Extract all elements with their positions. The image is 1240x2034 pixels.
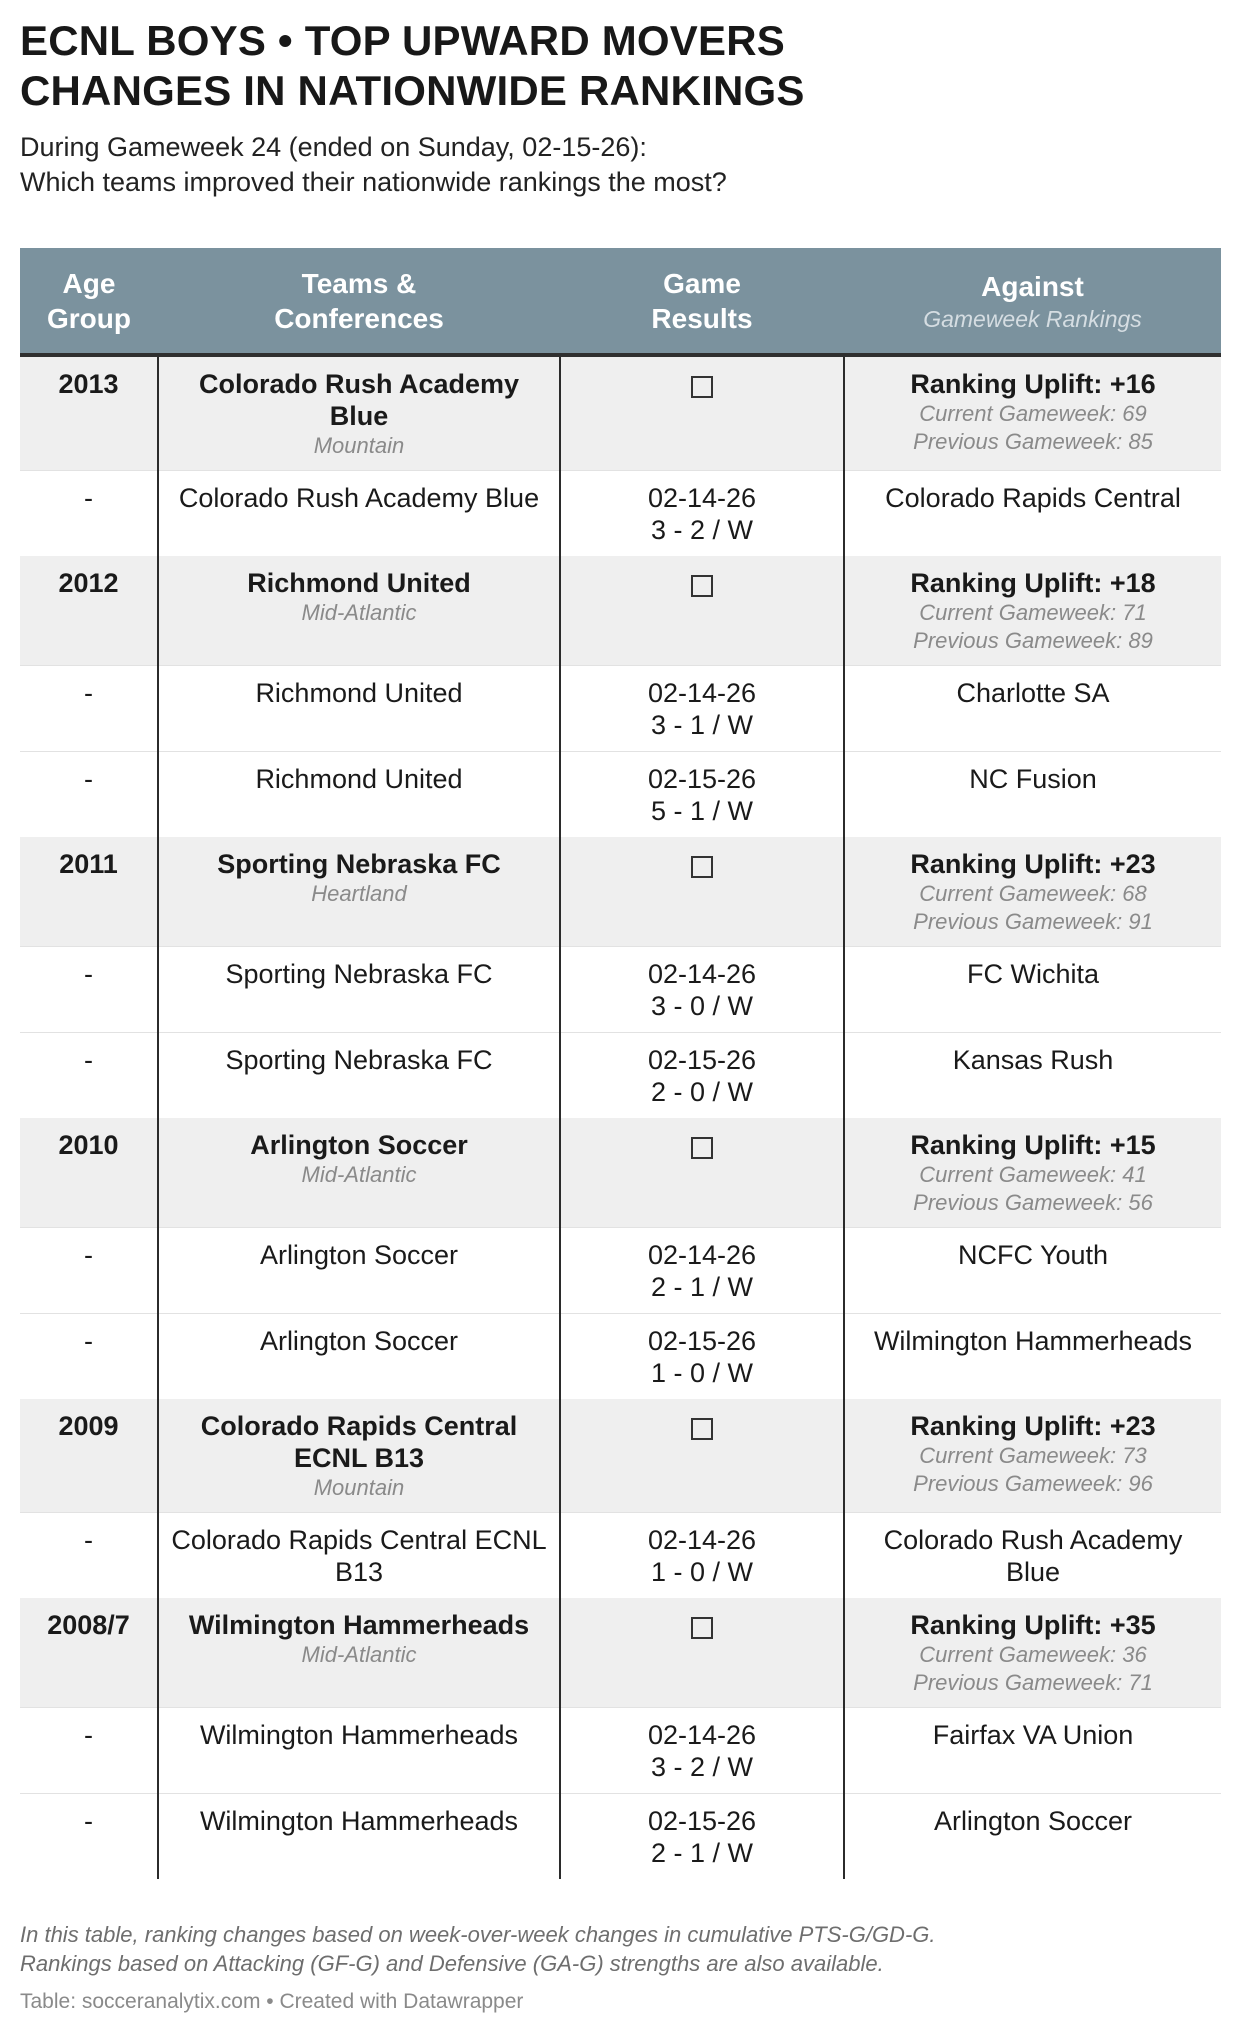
age-group-cell: 2010 bbox=[20, 1118, 158, 1228]
table-row-summary bbox=[20, 1598, 1221, 1708]
game-result-cell bbox=[560, 1513, 844, 1599]
game-date: 02-14-26 bbox=[647, 1720, 757, 1750]
opponent-cell: Arlington Soccer bbox=[844, 1794, 1221, 1880]
chart-title bbox=[20, 16, 1221, 116]
table-row-game bbox=[20, 1708, 1221, 1794]
table-row-game bbox=[20, 1794, 1221, 1880]
ranking-cell bbox=[844, 1598, 1221, 1708]
game-result-cell bbox=[560, 1033, 844, 1119]
footer bbox=[20, 1920, 1220, 2016]
previous-gameweek-rank: Previous Gameweek: 89 bbox=[913, 628, 1153, 653]
previous-gameweek-rank: Previous Gameweek: 85 bbox=[913, 429, 1153, 454]
header-teams-line-1: Teams & bbox=[301, 268, 417, 299]
team-name: Sporting Nebraska FC bbox=[217, 849, 501, 879]
age-group-cell: 2012 bbox=[20, 556, 158, 666]
checkbox-icon bbox=[691, 1137, 713, 1159]
age-placeholder-cell: - bbox=[20, 752, 158, 838]
game-date: 02-14-26 bbox=[647, 1240, 757, 1270]
opponent-cell: Colorado Rapids Central bbox=[844, 471, 1221, 557]
table-row-summary bbox=[20, 355, 1221, 471]
checkbox-icon bbox=[691, 1418, 713, 1440]
result-cell bbox=[560, 1118, 844, 1228]
result-cell bbox=[560, 837, 844, 947]
team-name: Wilmington Hammerheads bbox=[188, 1610, 530, 1640]
game-date: 02-14-26 bbox=[647, 483, 757, 513]
game-date: 02-15-26 bbox=[647, 1326, 757, 1356]
game-score: 5 - 1 / W bbox=[650, 796, 753, 826]
ranking-cell bbox=[844, 1399, 1221, 1513]
age-group-cell: 2008/7 bbox=[20, 1598, 158, 1708]
opponent-cell: Kansas Rush bbox=[844, 1033, 1221, 1119]
footnote bbox=[20, 1920, 1220, 1978]
age-group-cell: 2011 bbox=[20, 837, 158, 947]
title-line-2: CHANGES IN NATIONWIDE RANKINGS bbox=[20, 67, 805, 114]
game-result-cell bbox=[560, 666, 844, 752]
checkbox-icon bbox=[691, 575, 713, 597]
age-placeholder-cell: - bbox=[20, 471, 158, 557]
table-body bbox=[20, 355, 1221, 1879]
opponent-cell: Colorado Rush Academy Blue bbox=[844, 1513, 1221, 1599]
game-result-cell bbox=[560, 1228, 844, 1314]
checkbox-icon bbox=[691, 376, 713, 398]
opponent-cell: NCFC Youth bbox=[844, 1228, 1221, 1314]
current-gameweek-rank: Current Gameweek: 68 bbox=[919, 881, 1147, 906]
team-cell bbox=[158, 355, 560, 471]
game-score: 3 - 2 / W bbox=[650, 515, 753, 545]
header-block bbox=[20, 16, 1221, 200]
header-results-line-1: Game bbox=[663, 268, 741, 299]
age-placeholder-cell: - bbox=[20, 1708, 158, 1794]
age-placeholder-cell: - bbox=[20, 1513, 158, 1599]
game-score: 1 - 0 / W bbox=[650, 1557, 753, 1587]
previous-gameweek-rank: Previous Gameweek: 56 bbox=[913, 1190, 1153, 1215]
game-team-cell: Richmond United bbox=[158, 666, 560, 752]
table-row-game bbox=[20, 1033, 1221, 1119]
game-team-cell: Sporting Nebraska FC bbox=[158, 947, 560, 1033]
current-gameweek-rank: Current Gameweek: 41 bbox=[919, 1162, 1147, 1187]
header-teams[interactable] bbox=[158, 248, 560, 355]
subtitle-line-1: During Gameweek 24 (ended on Sunday, 02-15-26): bbox=[20, 132, 647, 162]
title-line-1: ECNL BOYS • TOP UPWARD MOVERS bbox=[20, 17, 785, 64]
previous-gameweek-rank: Previous Gameweek: 96 bbox=[913, 1471, 1153, 1496]
game-date: 02-14-26 bbox=[647, 959, 757, 989]
header-age-line-2: Group bbox=[47, 303, 131, 334]
team-cell bbox=[158, 837, 560, 947]
header-age-line-1: Age bbox=[62, 268, 116, 299]
subtitle-line-2: Which teams improved their nationwide rankings the most? bbox=[20, 167, 727, 197]
game-team-cell: Richmond United bbox=[158, 752, 560, 838]
header-results-line-2: Results bbox=[651, 303, 753, 334]
result-cell bbox=[560, 556, 844, 666]
game-team-cell: Wilmington Hammerheads bbox=[158, 1708, 560, 1794]
rankings-table bbox=[20, 248, 1221, 1879]
table-row-summary bbox=[20, 1399, 1221, 1513]
conference-label: Mountain bbox=[313, 1475, 405, 1500]
age-placeholder-cell: - bbox=[20, 1033, 158, 1119]
age-group-cell: 2009 bbox=[20, 1399, 158, 1513]
game-date: 02-15-26 bbox=[647, 1045, 757, 1075]
footnote-line-2: Rankings based on Attacking (GF-G) and Defensive (GA-G) strengths are also available. bbox=[20, 1951, 884, 1976]
game-result-cell bbox=[560, 1794, 844, 1880]
team-name: Colorado Rapids Central ECNL B13 bbox=[200, 1411, 518, 1473]
table-row-game bbox=[20, 947, 1221, 1033]
ranking-uplift: Ranking Uplift: +15 bbox=[910, 1130, 1156, 1160]
header-teams-line-2: Conferences bbox=[274, 303, 444, 334]
ranking-uplift: Ranking Uplift: +35 bbox=[910, 1610, 1156, 1640]
team-cell bbox=[158, 1399, 560, 1513]
table-header-row bbox=[20, 248, 1221, 355]
age-placeholder-cell: - bbox=[20, 1228, 158, 1314]
team-name: Colorado Rush Academy Blue bbox=[198, 369, 520, 431]
table-row-game bbox=[20, 666, 1221, 752]
checkbox-icon bbox=[691, 856, 713, 878]
age-group-cell: 2013 bbox=[20, 355, 158, 471]
game-result-cell bbox=[560, 1314, 844, 1400]
game-score: 2 - 0 / W bbox=[650, 1077, 753, 1107]
game-result-cell bbox=[560, 1708, 844, 1794]
team-name: Richmond United bbox=[247, 568, 471, 598]
table-row-game bbox=[20, 1513, 1221, 1599]
header-age-group[interactable] bbox=[20, 248, 158, 355]
ranking-cell bbox=[844, 837, 1221, 947]
current-gameweek-rank: Current Gameweek: 71 bbox=[919, 600, 1147, 625]
ranking-cell bbox=[844, 1118, 1221, 1228]
footnote-line-1: In this table, ranking changes based on week-over-week changes in cumulative PTS-G/GD-G. bbox=[20, 1922, 936, 1947]
table-row-game bbox=[20, 471, 1221, 557]
game-date: 02-15-26 bbox=[647, 1806, 757, 1836]
opponent-cell: NC Fusion bbox=[844, 752, 1221, 838]
ranking-uplift: Ranking Uplift: +23 bbox=[910, 849, 1156, 879]
age-placeholder-cell: - bbox=[20, 947, 158, 1033]
conference-label: Mid-Atlantic bbox=[301, 1642, 417, 1667]
header-against[interactable] bbox=[844, 248, 1221, 355]
opponent-cell: Fairfax VA Union bbox=[844, 1708, 1221, 1794]
header-against-line-1: Against bbox=[981, 270, 1084, 302]
ranking-uplift: Ranking Uplift: +23 bbox=[910, 1411, 1156, 1441]
conference-label: Mid-Atlantic bbox=[301, 1162, 417, 1187]
conference-label: Mid-Atlantic bbox=[301, 600, 417, 625]
current-gameweek-rank: Current Gameweek: 69 bbox=[919, 401, 1147, 426]
age-placeholder-cell: - bbox=[20, 1794, 158, 1880]
game-result-cell bbox=[560, 752, 844, 838]
chart-subtitle bbox=[20, 130, 1221, 200]
game-team-cell: Arlington Soccer bbox=[158, 1228, 560, 1314]
previous-gameweek-rank: Previous Gameweek: 71 bbox=[913, 1670, 1153, 1695]
table-row-summary bbox=[20, 837, 1221, 947]
table-row-game bbox=[20, 1228, 1221, 1314]
game-team-cell: Arlington Soccer bbox=[158, 1314, 560, 1400]
previous-gameweek-rank: Previous Gameweek: 91 bbox=[913, 909, 1153, 934]
current-gameweek-rank: Current Gameweek: 73 bbox=[919, 1443, 1147, 1468]
age-placeholder-cell: - bbox=[20, 1314, 158, 1400]
ranking-uplift: Ranking Uplift: +18 bbox=[910, 568, 1156, 598]
team-cell bbox=[158, 1118, 560, 1228]
header-game-results[interactable] bbox=[560, 248, 844, 355]
game-result-cell bbox=[560, 471, 844, 557]
checkbox-icon bbox=[691, 1617, 713, 1639]
result-cell bbox=[560, 1598, 844, 1708]
age-placeholder-cell: - bbox=[20, 666, 158, 752]
game-team-cell: Sporting Nebraska FC bbox=[158, 1033, 560, 1119]
game-team-cell: Wilmington Hammerheads bbox=[158, 1794, 560, 1880]
ranking-cell bbox=[844, 355, 1221, 471]
game-team-cell: Colorado Rapids Central ECNL B13 bbox=[158, 1513, 560, 1599]
table-row-game bbox=[20, 752, 1221, 838]
game-score: 2 - 1 / W bbox=[650, 1272, 753, 1302]
source-credit: Table: socceranalytix.com • Created with Datawrapper bbox=[20, 1990, 524, 2013]
game-score: 3 - 0 / W bbox=[650, 991, 753, 1021]
opponent-cell: FC Wichita bbox=[844, 947, 1221, 1033]
conference-label: Mountain bbox=[313, 433, 405, 458]
table-row-summary bbox=[20, 1118, 1221, 1228]
result-cell bbox=[560, 1399, 844, 1513]
table-row-summary bbox=[20, 556, 1221, 666]
game-score: 2 - 1 / W bbox=[650, 1838, 753, 1868]
game-date: 02-15-26 bbox=[647, 764, 757, 794]
result-cell bbox=[560, 355, 844, 471]
opponent-cell: Charlotte SA bbox=[844, 666, 1221, 752]
table-row-game bbox=[20, 1314, 1221, 1400]
game-score: 3 - 1 / W bbox=[650, 710, 753, 740]
game-date: 02-14-26 bbox=[647, 678, 757, 708]
game-date: 02-14-26 bbox=[647, 1525, 757, 1555]
game-result-cell bbox=[560, 947, 844, 1033]
game-score: 1 - 0 / W bbox=[650, 1358, 753, 1388]
opponent-cell: Wilmington Hammerheads bbox=[844, 1314, 1221, 1400]
team-cell bbox=[158, 556, 560, 666]
game-team-cell: Colorado Rush Academy Blue bbox=[158, 471, 560, 557]
game-score: 3 - 2 / W bbox=[650, 1752, 753, 1782]
conference-label: Heartland bbox=[311, 881, 407, 906]
ranking-uplift: Ranking Uplift: +16 bbox=[910, 369, 1156, 399]
ranking-cell bbox=[844, 556, 1221, 666]
current-gameweek-rank: Current Gameweek: 36 bbox=[919, 1642, 1147, 1667]
header-against-subtitle: Gameweek Rankings bbox=[923, 305, 1142, 332]
team-name: Arlington Soccer bbox=[250, 1130, 468, 1160]
team-cell bbox=[158, 1598, 560, 1708]
